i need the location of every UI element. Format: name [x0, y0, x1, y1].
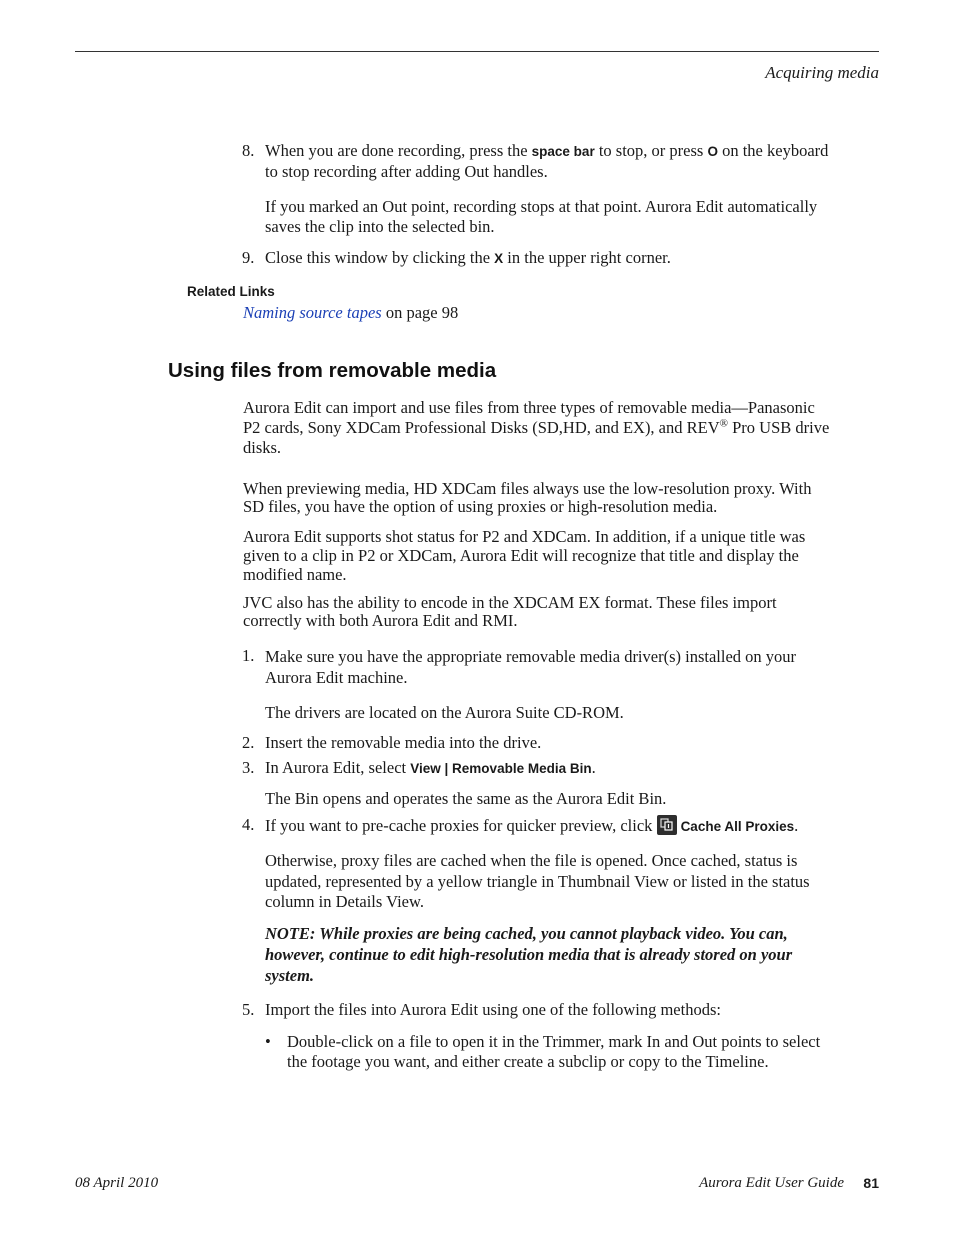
- step-note: The drivers are located on the Aurora Suite CD-ROM.: [265, 703, 624, 722]
- warning-note: NOTE: While proxies are being cached, you cannot playback video. You can, however, continue to edit high-resolution media that is already stored on your system.: [265, 924, 793, 985]
- step-number: 4.: [242, 815, 255, 834]
- step-text: Make sure you have the appropriate removable media driver(s) installed on your Aurora Edit machine.: [265, 647, 797, 687]
- step-number: 1.: [242, 646, 255, 665]
- step-note: If you marked an Out point, recording stops at that point. Aurora Edit automatically saves the clip into the selected bin.: [265, 197, 818, 236]
- running-title: Acquiring media: [765, 63, 879, 82]
- related-links-heading: Related Links: [187, 284, 275, 299]
- section-title: Using files from removable media: [168, 359, 497, 382]
- naming-source-tapes-link[interactable]: Naming source tapes: [243, 303, 382, 322]
- paragraph: Aurora Edit supports shot status for P2 and XDCam. In addition, if a unique title was given to a clip in P2 or XDCam, Aurora Edit will recognize that title and display the modified name.: [243, 527, 806, 584]
- cache-proxies-icon: [657, 815, 677, 835]
- step-note: The Bin opens and operates the same as the Aurora Edit Bin.: [265, 789, 667, 808]
- step-number: 8.: [242, 141, 255, 160]
- step-number: 9.: [242, 248, 255, 267]
- step-text: Insert the removable media into the drive.: [265, 733, 542, 752]
- step-text: When you are done recording, press the space bar to stop, or press O on the keyboard to stop recording after adding Out handles.: [265, 141, 829, 181]
- paragraph: JVC also has the ability to encode in the XDCAM EX format. These files import correctly with both Aurora Edit and RMI.: [243, 593, 777, 630]
- step-number: 2.: [242, 733, 255, 752]
- related-link-line: Naming source tapes on page 98: [243, 303, 459, 322]
- paragraph: When previewing media, HD XDCam files always use the low-resolution proxy. With SD files, you have the option of using proxies or high-resolution media.: [243, 479, 812, 516]
- step-note: Otherwise, proxy files are cached when the file is opened. Once cached, status is updated, represented by a yellow triangle in Thumbnail View or listed in the status column in Details View.: [265, 851, 810, 911]
- step-number: 5.: [242, 1000, 255, 1019]
- x-key: X: [494, 251, 504, 266]
- footer-doc-title: Aurora Edit User Guide: [699, 1175, 844, 1191]
- step-text: If you want to pre-cache proxies for quicker preview, click Cache All Proxies.: [265, 816, 799, 835]
- step-text: Close this window by clicking the X in the upper right corner.: [265, 248, 671, 267]
- o-key: O: [707, 144, 718, 159]
- bullet-marker: •: [265, 1032, 271, 1051]
- footer-date: 08 April 2010: [75, 1175, 159, 1191]
- menu-path: View | Removable Media Bin: [410, 761, 592, 776]
- header-rule: [75, 51, 879, 52]
- bullet-text: Double-click on a file to open it in the Trimmer, mark In and Out points to select the footage you want, and either create a subclip or copy to the Timeline.: [287, 1032, 821, 1071]
- page-number: 81: [863, 1175, 879, 1191]
- space-bar-key: space bar: [531, 144, 595, 159]
- cache-all-proxies-button: Cache All Proxies: [680, 819, 795, 834]
- intro-paragraph: Aurora Edit can import and use files from three types of removable media—Panasonic P2 cards, Sony XDCam Professional Disks (SD,HD, and EX), and REV® Pro USB drive disks.: [243, 398, 830, 457]
- step-text: In Aurora Edit, select View | Removable Media Bin.: [265, 758, 596, 777]
- step-number: 3.: [242, 758, 255, 777]
- step-text: Import the files into Aurora Edit using one of the following methods:: [265, 1000, 721, 1019]
